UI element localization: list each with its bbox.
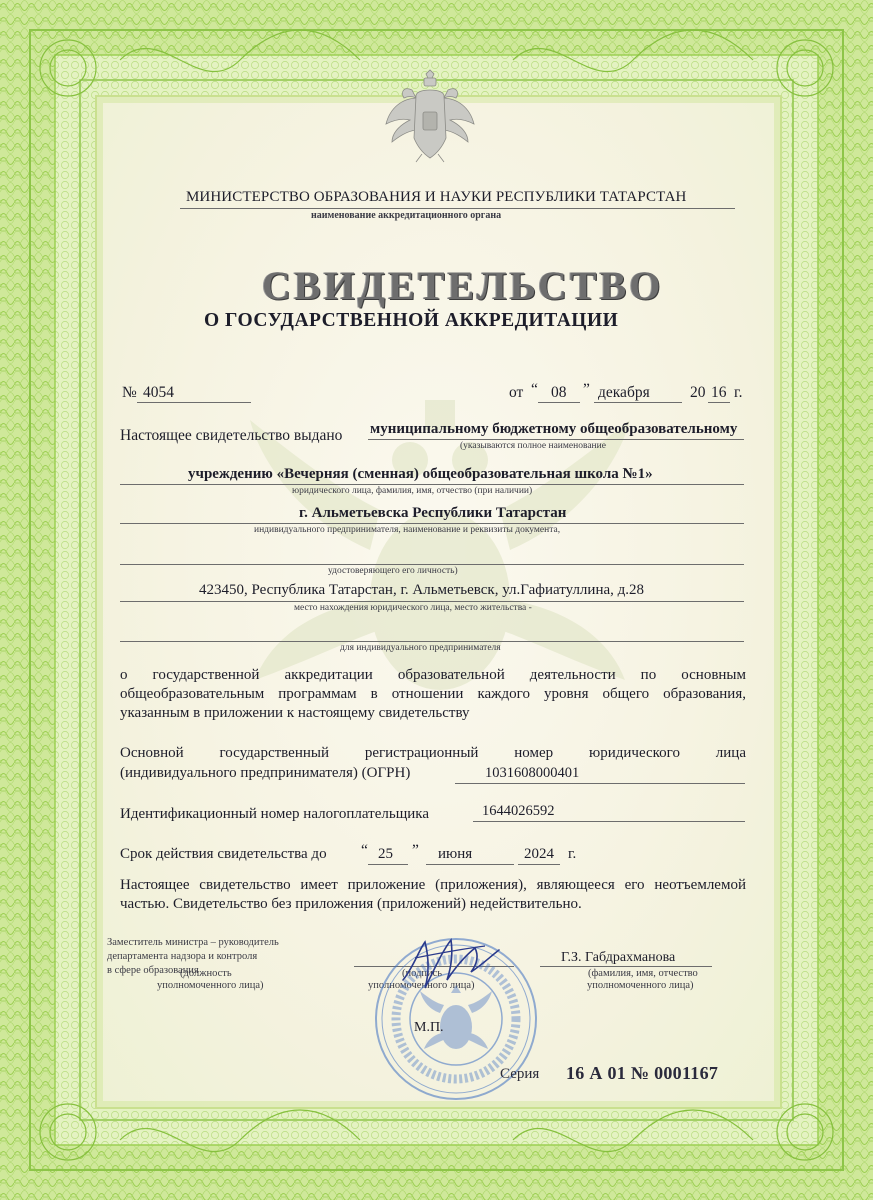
signer-position-line2: департамента надзора и контроля: [107, 951, 258, 962]
ministry-underline: [180, 208, 735, 209]
series-label: Серия: [500, 1066, 540, 1082]
caption-full-name: (указываются полное наименование: [460, 441, 606, 451]
address-value: 423450, Республика Татарстан, г. Альметьевск, ул.Гафиатуллина, д.28: [199, 582, 645, 598]
org-line3-underline: [120, 523, 744, 524]
signer-name: Г.З. Габдрахманова: [561, 950, 676, 965]
date-close-quote: ”: [583, 381, 590, 398]
org-name-line3: г. Альметьевска Республики Татарстан: [299, 505, 567, 521]
date-year-prefix: 20: [690, 384, 706, 401]
date-open-quote: “: [531, 381, 538, 398]
signer-name-underline: [540, 966, 712, 967]
number-label: №: [122, 384, 137, 401]
inn-value: 1644026592: [482, 803, 555, 819]
coat-of-arms-icon: [382, 68, 478, 164]
date-month-underline: [594, 402, 682, 403]
validity-month: июня: [438, 846, 473, 862]
validity-year-underline: [518, 864, 560, 865]
validity-day: 25: [378, 846, 393, 862]
empty-line-1: [120, 564, 744, 565]
caption-identity: удостоверяющего его личность): [328, 566, 458, 576]
date-month: декабря: [598, 384, 650, 401]
ogrn-underline: [455, 783, 745, 784]
ogrn-label-line1: Основной государственный регистрационный номер юридического лица: [120, 745, 746, 761]
empty-line-2: [120, 641, 744, 642]
validity-open-quote: “: [361, 842, 368, 859]
date-year-underline: [708, 402, 730, 403]
validity-close-quote: ”: [412, 842, 419, 859]
page-title: СВИДЕТЕЛЬСТВО: [262, 263, 664, 308]
validity-month-underline: [426, 864, 514, 865]
caption-for-entrepreneur: для индивидуального предпринимателя: [340, 643, 501, 653]
signer-position-line1: Заместитель министра – руководитель: [107, 937, 279, 948]
inn-underline: [473, 821, 745, 822]
caption-signature-2: уполномоченного лица): [368, 980, 475, 991]
date-prefix: от: [509, 384, 524, 401]
caption-entrepreneur: индивидуального предпринимателя, наименование и реквизиты документа,: [254, 525, 561, 535]
accreditation-text: о государственной аккредитации образовательной деятельности по основным общеобразовательным программам в отношении каждого уровня общего образования, указанным в приложении к настоящему свидетельству: [120, 667, 746, 721]
seal-label: М.П.: [414, 1020, 444, 1035]
date-year-suffix: 16: [711, 384, 727, 401]
caption-position-2: уполномоченного лица): [157, 980, 264, 991]
ogrn-label-line2: (индивидуального предпринимателя) (ОГРН): [120, 765, 411, 781]
caption-location: место нахождения юридического лица, место жительства -: [294, 603, 532, 613]
org-line1-underline: [368, 439, 744, 440]
date-day: 08: [551, 384, 567, 401]
date-suffix: г.: [734, 384, 743, 401]
caption-signature-1: (подпись: [402, 968, 443, 979]
caption-legal-entity: юридического лица, фамилия, имя, отчество (при наличии): [292, 486, 533, 496]
ministry-caption: наименование аккредитационного органа: [311, 210, 502, 221]
org-name-line1: муниципальному бюджетному общеобразовательному: [370, 421, 738, 437]
org-name-line2: учреждению «Вечерняя (сменная) общеобразовательная школа №1»: [188, 466, 653, 482]
validity-day-underline: [368, 864, 408, 865]
address-underline: [120, 601, 744, 602]
caption-name-2: уполномоченного лица): [587, 980, 694, 991]
org-line2-underline: [120, 484, 744, 485]
signature-scribble: [395, 928, 505, 998]
page-subtitle: О ГОСУДАРСТВЕННОЙ АККРЕДИТАЦИИ: [204, 310, 619, 331]
signer-position-line3: в сфере образования: [107, 965, 199, 976]
validity-year: 2024: [524, 846, 554, 862]
appendix-text: Настоящее свидетельство имеет приложение (приложения), являющееся его неотъемлемой частью. Свидетельство без приложения (приложений) недействительно.: [120, 877, 746, 912]
inn-label: Идентификационный номер налогоплательщика: [120, 806, 430, 822]
issued-to-label: Настоящее свидетельство выдано: [120, 427, 343, 444]
ogrn-value: 1031608000401: [485, 765, 580, 781]
date-day-underline: [538, 402, 580, 403]
caption-position-1: (должность: [180, 968, 232, 979]
validity-label: Срок действия свидетельства до: [120, 846, 327, 862]
number-underline: [137, 402, 251, 403]
series-value: 16 А 01 № 0001167: [566, 1063, 719, 1083]
ministry-name: МИНИСТЕРСТВО ОБРАЗОВАНИЯ И НАУКИ РЕСПУБЛИКИ ТАТАРСТАН: [186, 189, 687, 205]
validity-suffix: г.: [568, 846, 577, 862]
number-value: 4054: [143, 384, 174, 401]
caption-name-1: (фамилия, имя, отчество: [588, 968, 698, 979]
